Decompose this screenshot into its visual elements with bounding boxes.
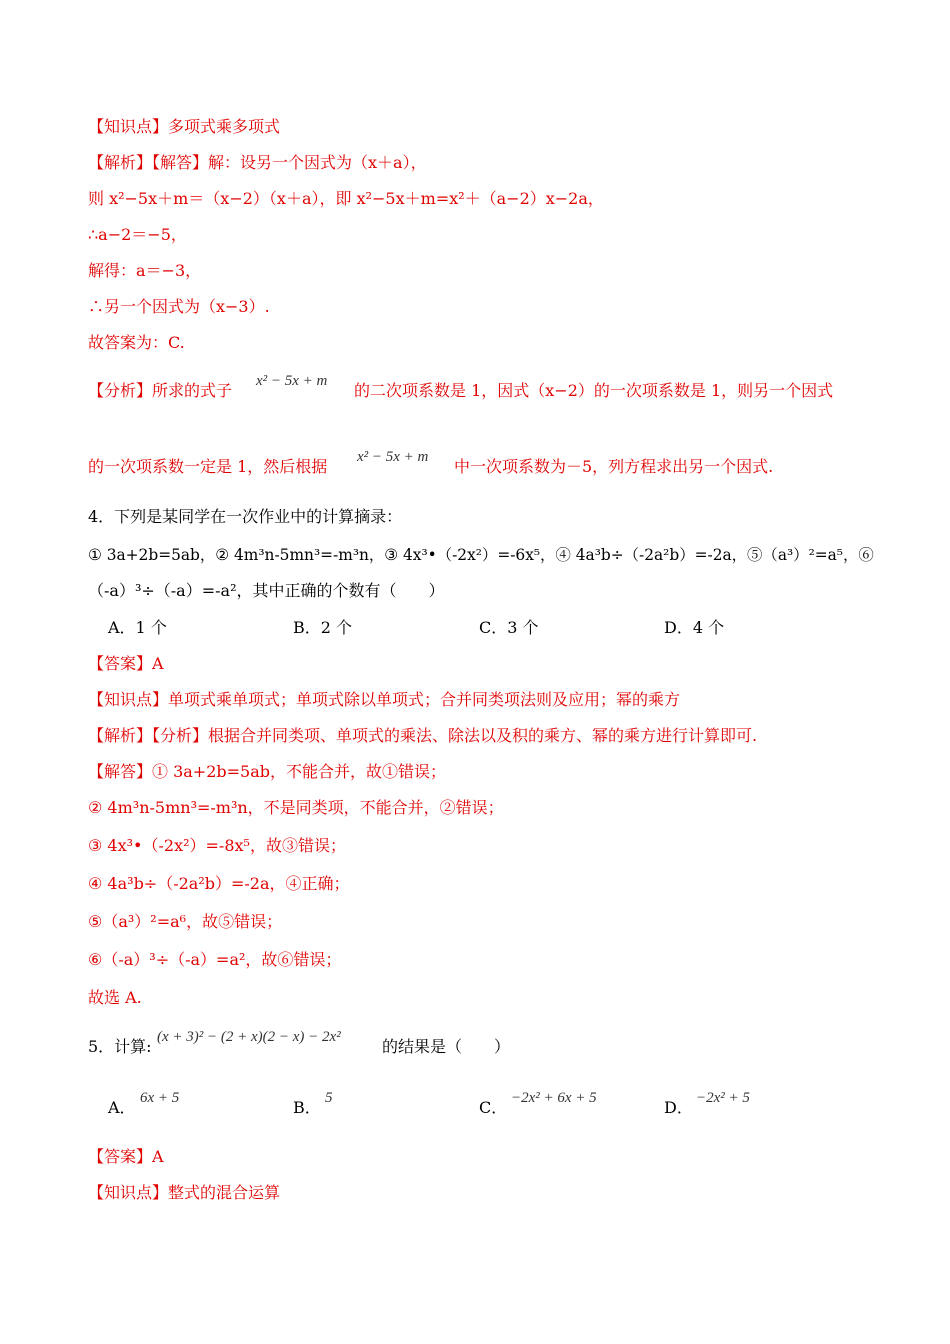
question-body: 的结果是（ ）: [382, 1037, 511, 1056]
option-b: B．2 个: [293, 618, 353, 637]
analysis-text: 【分析】所求的式子: [88, 381, 233, 400]
analysis-intro: 【解析】【解答】解：设另一个因式为（x＋a），: [88, 153, 427, 172]
formula-image: −2x² + 6x + 5: [511, 1090, 597, 1106]
knowledge-point-label: 【知识点】单项式乘单项式；单项式除以单项式；合并同类项法则及应用；幂的乘方: [88, 690, 681, 709]
analysis-text: 【解析】【分析】根据合并同类项、单项式的乘法、除法以及积的乘方、幂的乘方进行计算即可.: [88, 726, 758, 745]
option-a: A．1 个: [108, 618, 167, 637]
solution-step: ⑤（a³）²=a⁶，故⑤错误；: [88, 912, 283, 931]
formula-image: x² − 5x + m: [256, 373, 328, 389]
solution-step: ③ 4x³•（-2x²）=-8x⁵，故③错误；: [88, 836, 346, 855]
question-title: 4．下列是某同学在一次作业中的计算摘录：: [88, 507, 403, 526]
analysis-text: 中一次项系数为－5，列方程求出另一个因式.: [454, 457, 774, 476]
question-body: ① 3a+2b=5ab，② 4m³n-5mn³=-m³n，③ 4x³•（-2x²）=-6x⁵，④ 4a³b÷（-2a²b）=-2a，⑤（a³）²=a⁵，⑥: [88, 546, 874, 564]
formula-image: x² − 5x + m: [357, 449, 429, 465]
option-a: A．: [108, 1098, 136, 1117]
solution-step: ④ 4a³b÷（-2a²b）=-2a，④正确；: [88, 874, 350, 893]
formula-image: 6x + 5: [140, 1090, 180, 1106]
knowledge-point-label: 【知识点】整式的混合运算: [88, 1183, 281, 1202]
option-c: C．: [479, 1098, 508, 1117]
option-d: D．4 个: [664, 618, 725, 637]
option-b: B．: [293, 1098, 321, 1117]
analysis-text: 的一次项系数一定是 1，然后根据: [88, 457, 328, 476]
solution-step: ② 4m³n-5mn³=-m³n，不是同类项，不能合并，②错误；: [88, 798, 504, 817]
formula-image: −2x² + 5: [696, 1090, 750, 1106]
option-d: D．: [664, 1098, 693, 1117]
knowledge-point-label: 【知识点】多项式乘多项式: [88, 117, 281, 136]
solution-step: ∴a−2＝−5，: [88, 225, 187, 244]
question-title: 5．计算:: [88, 1037, 152, 1056]
solution-step: 【解答】① 3a+2b=5ab，不能合并，故①错误；: [88, 762, 447, 781]
solution-step: ∴另一个因式为（x−3）.: [88, 297, 270, 316]
answer-label: 【答案】A: [88, 654, 164, 673]
answer-statement: 故选 A.: [88, 988, 142, 1007]
answer-statement: 故答案为：C.: [88, 333, 185, 352]
solution-step: 则 x²−5x＋m＝（x−2）（x＋a），即 x²−5x＋m=x²＋（a−2）x−2a，: [88, 189, 604, 208]
solution-step: ⑥（-a）³÷（-a）=a²，故⑥错误；: [88, 950, 342, 969]
question-body: （-a）³÷（-a）=-a²，其中正确的个数有（ ）: [88, 581, 445, 600]
formula-image: 5: [325, 1090, 333, 1106]
solution-step: 解得：a＝−3，: [88, 261, 202, 280]
analysis-text: 的二次项系数是 1，因式（x−2）的一次项系数是 1，则另一个因式: [354, 381, 834, 400]
answer-label: 【答案】A: [88, 1147, 164, 1166]
formula-image: (x + 3)² − (2 + x)(2 − x) − 2x²: [157, 1029, 341, 1045]
option-c: C．3 个: [479, 618, 539, 637]
